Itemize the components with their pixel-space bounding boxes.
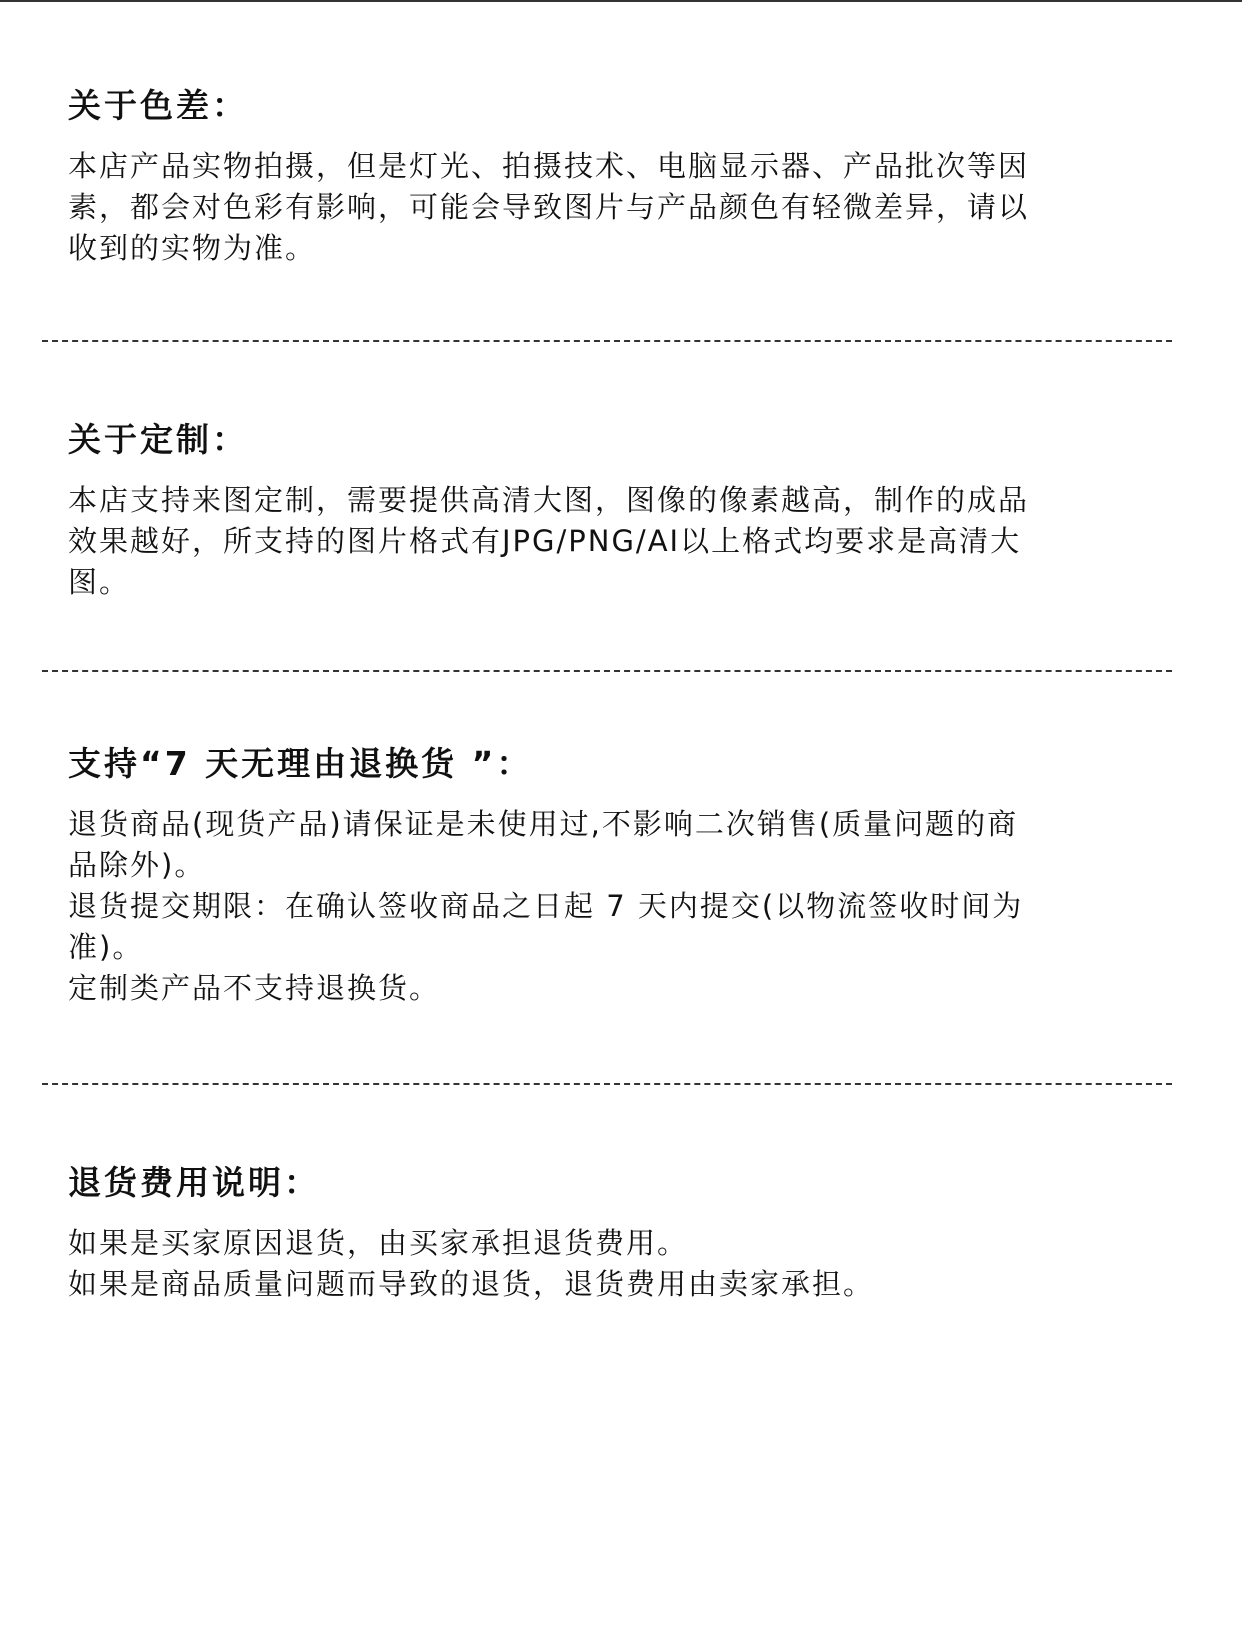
paragraph-line: 素，都会对色彩有影响，可能会导致图片与产品颜色有轻微差异，请以	[68, 190, 1030, 224]
paragraph-line: 如果是买家原因退货，由买家承担退货费用。	[68, 1226, 689, 1260]
paragraph-line: 收到的实物为准。	[68, 231, 317, 265]
section-body-seven-day-returns	[68, 804, 1178, 1009]
section-heading-seven-day-returns: 支持“7 天无理由退换货 ”：	[68, 744, 533, 783]
paragraph-line: 准)。	[68, 930, 144, 964]
paragraph-line: 效果越好，所支持的图片格式有JPG/PNG/AI以上格式均要求是高清大	[68, 524, 1022, 558]
section-heading-return-fees: 退货费用说明：	[68, 1163, 320, 1202]
top-border-line	[0, 0, 1242, 2]
dashed-divider	[42, 1083, 1172, 1085]
section-body-customization	[68, 480, 1178, 603]
section-heading-customization: 关于定制：	[68, 420, 248, 459]
dashed-divider	[42, 670, 1172, 672]
paragraph-line: 本店支持来图定制，需要提供高清大图，图像的像素越高，制作的成品	[68, 483, 1030, 517]
section-heading-color-difference: 关于色差：	[68, 86, 248, 125]
paragraph-line: 如果是商品质量问题而导致的退货，退货费用由卖家承担。	[68, 1267, 875, 1301]
paragraph-line: 本店产品实物拍摄，但是灯光、拍摄技术、电脑显示器、产品批次等因	[68, 149, 1030, 183]
section-color-difference	[68, 84, 1178, 269]
section-body-color-difference	[68, 146, 1178, 269]
paragraph-line: 图。	[68, 565, 131, 599]
paragraph-line: 定制类产品不支持退换货。	[68, 971, 441, 1005]
paragraph-line: 品除外)。	[68, 848, 206, 882]
paragraph-line: 退货商品(现货产品)请保证是未使用过,不影响二次销售(质量问题的商	[68, 807, 1019, 841]
section-return-fees	[68, 1161, 1178, 1305]
paragraph-line: 退货提交期限：在确认签收商品之日起 7 天内提交(以物流签收时间为	[68, 889, 1024, 923]
section-customization	[68, 418, 1178, 603]
section-body-return-fees	[68, 1223, 1178, 1305]
section-seven-day-returns	[68, 742, 1178, 1009]
dashed-divider	[42, 340, 1172, 342]
